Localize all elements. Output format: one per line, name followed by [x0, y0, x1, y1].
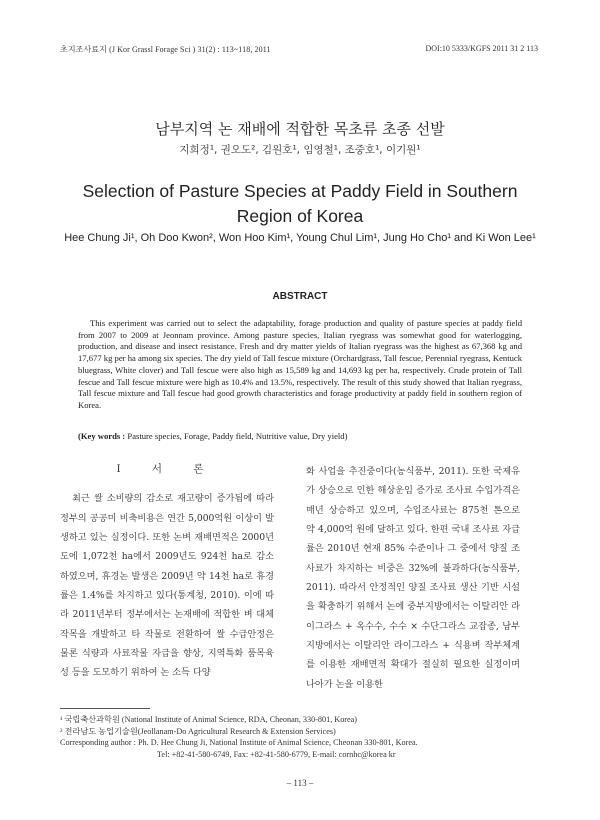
abstract-heading: ABSTRACT	[272, 291, 328, 302]
running-header-journal: 초지조사료지 (J Kor Grassl Forage Sci ) 31(2) : 113~118, 2011	[60, 45, 271, 54]
footnotes	[60, 714, 540, 760]
running-header-doi: DOI:10 5333/KGFS 2011 31 2 113	[425, 44, 538, 53]
authors-english: Hee Chung Ji¹, Oh Doo Kwon², Won Hoo Kim¹, Young Chul Lim¹, Jung Ho Cho¹ and Ki Won Lee¹	[64, 232, 536, 244]
body-column-right	[306, 462, 520, 694]
keywords-label: (Key words :	[78, 431, 126, 441]
title-korean: 남부지역 논 재배에 적합한 목초류 초종 선발	[155, 120, 445, 138]
keywords	[78, 431, 522, 443]
body-paragraph-right: 화 사업을 추진중이다(농식품부, 2011). 또한 국제유가 상승으로 인한 해상운임 증가로 조사료 수입가격은 매년 상승하고 있으며, 수입조사료는 875천 톤으로 약 4,000억 원에 달하고 있다. 한편 국내 조사료 자급률은 2010년 현재 85% 수준이나 그 중에서 양질 조사료가 차지하는 비중은 32%에 불과하다(농식품부, 2011). 따라서 안정적인 양질 조사료 생산 기반 시설을 확충하기 위해서 논에 중부지방에서는 이탈리안 라이그라스 + 옥수수, 수수 × 수단그라스 교잡종, 남부지방에서는 이탈리안 라이그라스 + 식용벼 작부체계를 이용한 재배면적 확대가 절실히 필요한 실정이며 나아가 논을 이용한	[306, 466, 520, 690]
footnote-affiliation-1: ¹ 국립축산과학원 (National Institute of Animal Science, RDA, Cheonan, 330-801, Korea)	[60, 715, 358, 724]
section-heading-introduction: Ⅰ 서 론	[116, 463, 218, 475]
footnote-affiliation-2: ² 전라남도 농업기술원(Jeollanam-Do Agricultural Research & Extension Services)	[60, 726, 336, 736]
keywords-list: Pasture species, Forage, Paddy field, Nutritive value, Dry yield)	[127, 431, 348, 441]
body-column-left	[60, 460, 274, 683]
footnote-contact: Tel: +82-41-580-6749, Fax: +82-41-580-6779, E-mail: cornhc@korea kr	[157, 749, 396, 759]
footnote-divider	[60, 708, 150, 709]
body-paragraph-left: 최근 쌀 소비량의 감소로 재고량이 증가됨에 따라 정부의 공공미 비축비용은 연간 5,000억원 이상이 발생하고 있는 실정이다. 또한 논벼 재배면적은 2000년도에 1,072천 ha에서 2009년도 924천 ha로 감소하였으며, 휴경논 발생은 2009년 약 14천 ha로 휴경률은 1.4%를 차지하고 있다(통계청, 2010). 이에 따라 2011년부터 정부에서는 논재배에 적합한 벼 대체 작목을 개발하고 타 작물로 전환하여 쌀 수급안정은 물론 식량과 사료작물 자급을 향상, 지역특화 품목육성 등을 도모하기 위하여 논 소득 다양	[60, 493, 274, 679]
title-english: Selection of Pasture Species at Paddy Field in Southern Region of Korea	[82, 181, 518, 226]
page-number: – 113 –	[286, 778, 314, 788]
footnote-corresponding-author: Corresponding author : Ph. D. Hee Chung Ji, National Institute of Animal Science, Cheonan 330-801, Korea.	[60, 738, 418, 747]
abstract-text: This experiment was carried out to select the adaptability, forage production and quality of pasture species at paddy field from 2007 to 2009 at Jeonnam province. Among pasture species, Italian ryegrass was somewhat good for waterlogging, production, and disease and insect resistance. Fresh and dry matter yields of Italian ryegrass was the highest as 67,368 kg and 17,677 kg per ha among six species. The dry yield of Tall fescue mixture (Orchardgrass, Tall fescue, Perennial ryegrass, Kentuck bluegrass, White clover) and Tall fescue were also high as 15,589 kg and 14,693 kg per ha, respectively. Crude protein of Tall fescue and Tall fescue mixture were high as 10.4% and 13.5%, respectively. The result of this study showed that Italian ryegrass, Tall fescue mixture and Tall fescue had good growth characteristics and forage productivity at paddy field in southern region of Korea.	[78, 318, 522, 410]
authors-korean: 지희정¹, 권오도², 김원호¹, 임영철¹, 조중호¹, 이기원¹	[179, 144, 421, 156]
